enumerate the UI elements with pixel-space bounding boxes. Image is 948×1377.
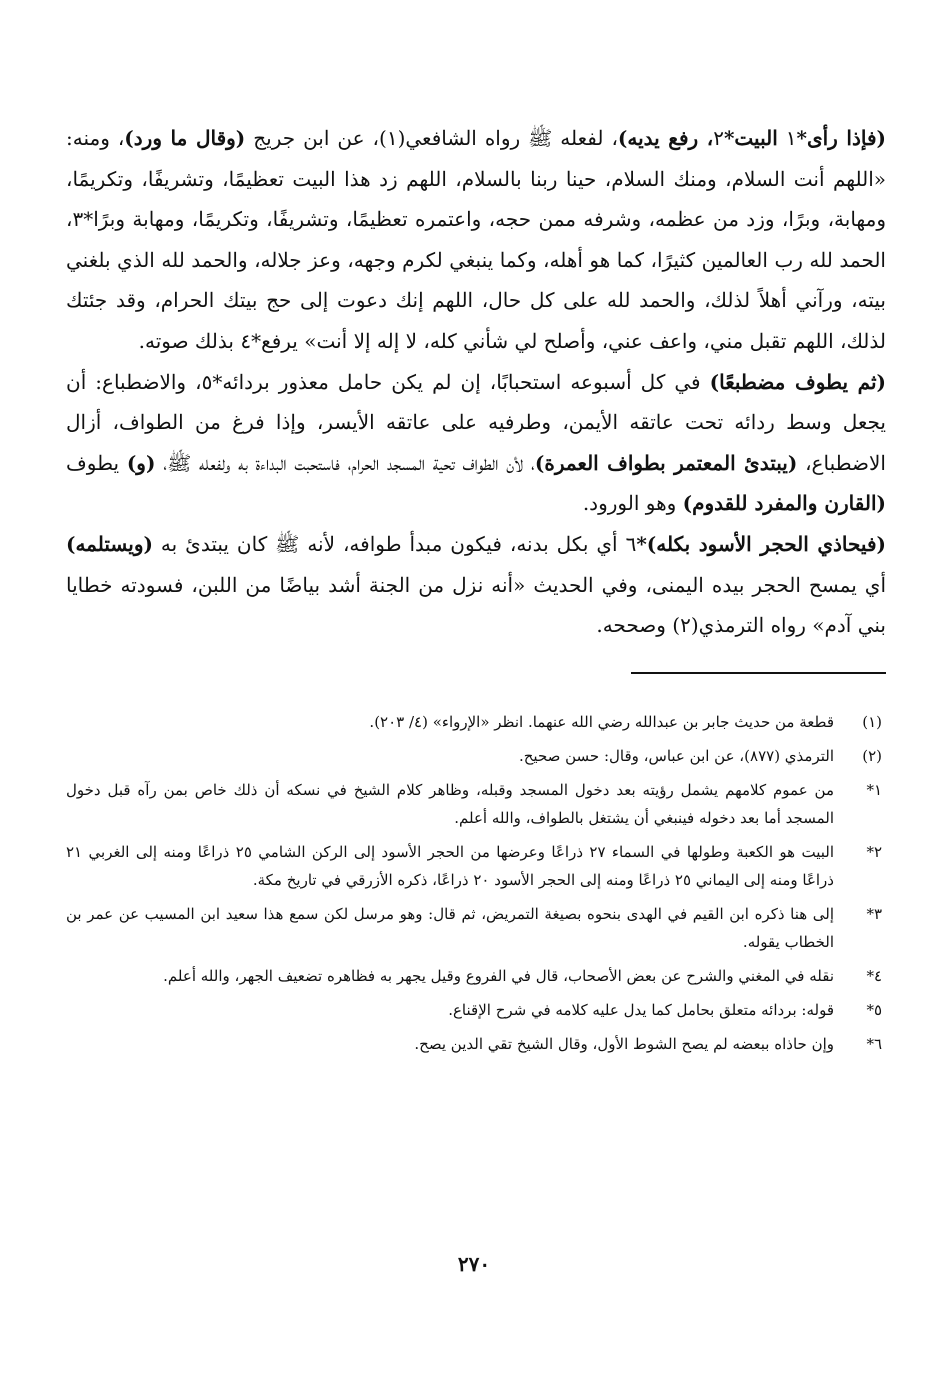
footnote-marker: (١) <box>862 712 882 731</box>
bold-text-segment: (و) <box>126 450 156 475</box>
text-segment: أي بكل بدنه، فيكون مبدأ طوافه، لأنه ﷺ كان يبتدئ به <box>152 531 626 556</box>
footnote-text: قوله: بردائه متعلق بحامل كما يدل عليه كلامه في شرح الإقناع. <box>448 1000 834 1019</box>
footnote <box>66 996 886 1024</box>
text-segment: ١ <box>777 126 797 150</box>
text-segment: في كل أسبوعه استحبابًا، إن لم يكن حامل معذور بردائه* <box>212 369 710 394</box>
footnote <box>66 742 886 770</box>
text-segment: ، الحمد لله رب العالمين كثيرًا، كما هو أهله، وكما ينبغي لكرم وجهه، وعز جلاله، والحمد لله الذي بلغني بيته، ورآني أهلاً لذلك، والحمد لله على كل حال، اللهم إنك دعوت إلى حج بيتك الحرام، وقد جئتك لذلك، اللهم تقبل مني، واعف عني، وأصلح لي شأني كله، لا إله إلا أنت» يرفع* <box>66 207 886 353</box>
footnote <box>66 708 886 736</box>
bold-text-segment: (ثم يطوف مضطبعًا) <box>709 369 886 394</box>
footnote <box>66 1030 886 1058</box>
text-segment: (٢) <box>672 613 699 638</box>
footnote-text: إلى هنا ذكره ابن القيم في الهدى بنحوه بصيغة التمريض، ثم قال: وهو مرسل لكن سمع هذا سعيد ابن المسيب عن عمر بن الخطاب يقوله. <box>66 904 834 951</box>
text-segment: ٥ <box>201 369 213 394</box>
footnote-marker: ٤* <box>866 966 882 985</box>
main-text <box>66 118 886 646</box>
text-segment: يطوف <box>66 450 127 475</box>
text-segment: بذلك صوته. <box>138 328 241 353</box>
text-segment: وهو الورود. <box>582 491 683 516</box>
footnote-text: نقله في المغني والشرح عن بعض الأصحاب، قال في الفروع وقيل يجهر به فظاهره تضعيف الجهر، والله أعلم. <box>163 966 834 985</box>
footnote-marker: (٢) <box>862 746 882 765</box>
footnote-marker: ٦* <box>866 1034 882 1053</box>
footnote-marker: ٥* <box>866 1000 882 1019</box>
paragraph-1 <box>66 118 886 362</box>
bold-text-segment: (وقال ما ورد) <box>124 126 246 150</box>
paragraph-3 <box>66 524 886 646</box>
text-segment: (١) <box>379 126 406 150</box>
text-segment: ، عن ابن جريج <box>245 126 379 150</box>
text-segment: ٤ <box>240 328 252 353</box>
footnote-marker: ١* <box>866 780 882 799</box>
footnote-marker: ٢* <box>866 842 882 861</box>
paragraph-2 <box>66 362 886 524</box>
text-segment: ، ومنه: «اللهم أنت السلام، ومنك السلام، حينا ربنا بالسلام، اللهم زد هذا البيت تعظيمًا، وتشريفًا، وتكريمًا، ومهابة، وبرًا، وزد من عظمه، وشرفه ممن حجه، واعتمره تعظيمًا، وتشريفًا، وتكريمًا، ومهابة وبرًا* <box>66 126 887 232</box>
footnote-text: الترمذي (٨٧٧)، عن ابن عباس، وقال: حسن صحيح. <box>518 746 834 765</box>
footnote-marker: ٣* <box>866 904 882 923</box>
bold-text-segment: (فيحاذي الحجر الأسود بكله)* <box>636 531 886 556</box>
footnote-text: البيت هو الكعبة وطولها في السماء ٢٧ ذراعًا وعرضها من الحجر الأسود إلى الركن الشامي ٢٥ ذراعًا ومنه إلى الغربي ٢١ ذراعًا ومنه إلى اليماني ٢٥ ذراعًا ومنه إلى الحجر الأسود ٢٠ ذراعًا، ذكره الأزرقي في تاريخ مكة. <box>66 842 835 889</box>
text-segment: ، لفعله ﷺ رواه الشافعي <box>405 126 618 150</box>
footnote <box>66 838 886 894</box>
bold-text-segment: (فإذا رأى* <box>796 126 887 150</box>
text-segment: ٣ <box>72 207 84 232</box>
bold-text-segment: البيت* <box>723 126 778 150</box>
bold-text-segment: (يبتدئ المعتمر بطواف العمرة) <box>534 450 798 475</box>
bold-text-segment: ، رفع يديه) <box>617 126 714 150</box>
text-segment: أي يمسح الحجر بيده اليمنى، وفي الحديث «أنه نزل من الجنة أشد بياضًا من اللبن، فسودته خطايا بني آدم» رواه الترمذي <box>66 572 886 638</box>
text-segment: ، والاضطباع: أن يجعل وسط ردائه تحت عاتقه الأيمن، وطرفيه على عاتقه الأيسر، وإذا فرغ من الطواف، أزال الاضطباع، <box>66 369 886 475</box>
footnote <box>66 776 886 832</box>
footnote-separator <box>631 672 886 674</box>
footnote-text: من عموم كلامهم يشمل رؤيته بعد دخول المسجد وقبله، وظاهر كلام الشيخ في نسكه أن ذلك خاص بمن رآه قبل دخول المسجد أما بعد دخوله فينبغي أن يشتغل بالطواف، والله أعلم. <box>66 780 834 827</box>
text-segment: ، لأن الطواف تحية المسجد الحرام، فاستحبت البداءة به ولفعله ﷺ، <box>155 450 535 475</box>
footnote-text: قطعة من حديث جابر بن عبدالله رضي الله عنهما. انظر «الإرواء» (٤/ ٢٠٣). <box>369 712 834 731</box>
text-segment: وصححه. <box>596 613 673 638</box>
page <box>66 118 886 1064</box>
text-segment: ٢ <box>713 126 724 150</box>
footnotes <box>66 708 886 1058</box>
footnote <box>66 962 886 990</box>
bold-text-segment: (ويستلمه) <box>66 531 153 556</box>
footnote-text: وإن حاذاه ببعضه لم يصح الشوط الأول، وقال الشيخ تقي الدين يصح. <box>414 1034 834 1053</box>
bold-text-segment: (القارن والمفرد للقدوم) <box>682 491 886 516</box>
text-segment: ٦ <box>625 531 637 556</box>
footnote <box>66 900 886 956</box>
page-number: ٢٧٠ <box>457 1252 491 1276</box>
